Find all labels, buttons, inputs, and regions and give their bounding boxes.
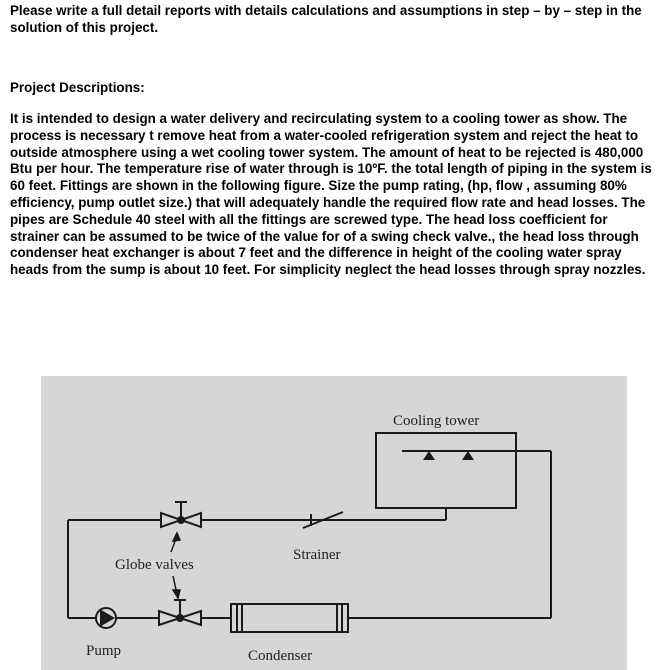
section-heading: Project Descriptions: xyxy=(10,80,145,95)
pump-label: Pump xyxy=(86,643,122,659)
diagram-background xyxy=(41,376,627,670)
system-diagram xyxy=(41,376,627,670)
project-description-paragraph: It is intended to design a water delivery and recirculating system to a cooling tower as show. The process is necessary t remove heat from a water-cooled refrigeration system and reject the heat to outside atmosphere using a wet cooling tower system. The amount of heat to be rejected is 480,000 Btu per hour. The temperature rise of water through is 10ºF. the total length of piping in the system is 60 feet. Fittings are shown in the following figure. Size the pump rating, (hp, flow , assuming 80% efficiency, pump outlet size.) that will adequately handle the required flow rate and head losses. The pipes are Schedule 40 steel with all the fittings are screwed type. The head loss coefficient for strainer can be assumed to be twice of the value for of a swing check valve., the head loss through condenser heat exchanger is about 7 feet and the difference in height of the cooling water spray heads from the sump is about 10 feet. For simplicity neglect the head losses through spray nozzles. xyxy=(10,111,652,278)
cooling-tower-label: Cooling tower xyxy=(393,413,480,429)
globe-valves-label: Globe valves xyxy=(115,557,194,573)
strainer-label: Strainer xyxy=(293,547,341,563)
globe-valve-upper-body-icon xyxy=(177,516,185,524)
globe-valve-lower-body-icon xyxy=(176,614,184,622)
instructions-paragraph: Please write a full detail reports with details calculations and assumptions in step – by – step in the solution of this project. xyxy=(10,3,642,35)
condenser-label: Condenser xyxy=(248,648,313,664)
